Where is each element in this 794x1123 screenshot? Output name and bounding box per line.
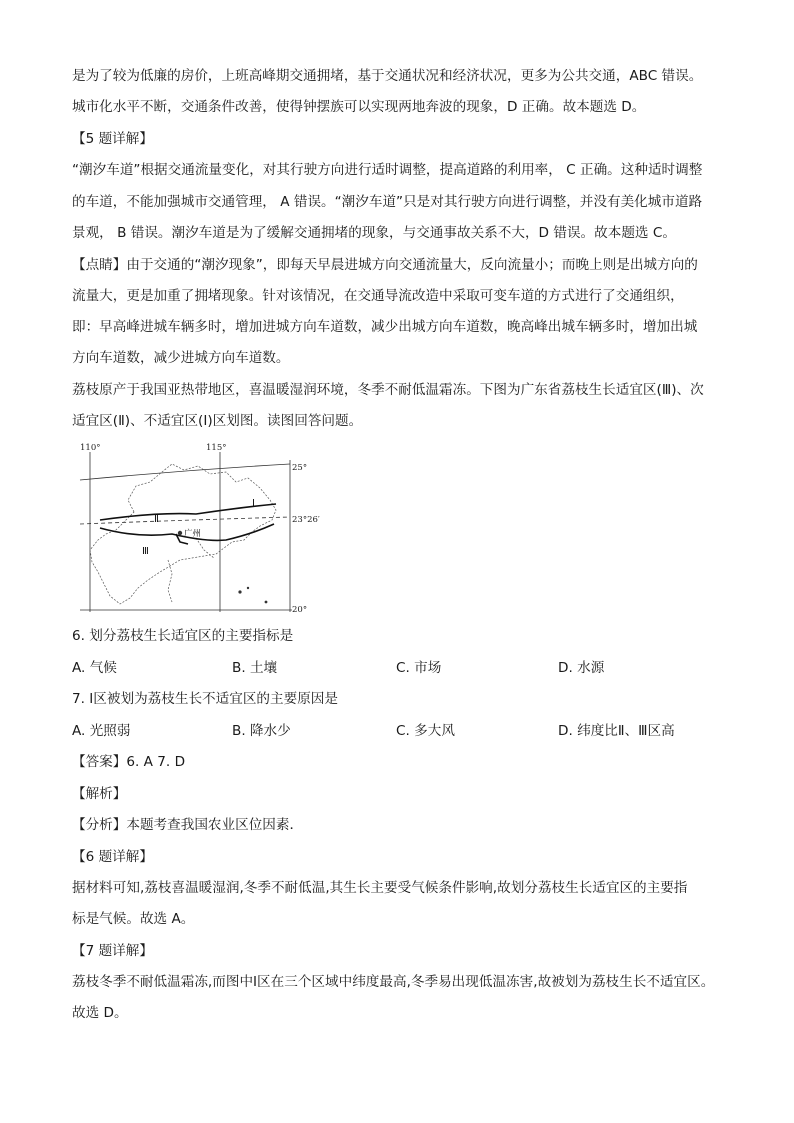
city-label-guangzhou: 广州 <box>184 529 202 539</box>
tip-text: 由于交通的“潮汐现象”，即每天早晨进城方向交通流量大，反向流量小；而晚上则是出城方向的 <box>126 257 698 273</box>
q5-line: 的车道，不能加强城市交通管理， A 错误。“潮汐车道”只是对其行驶方向进行调整，并没有美化城市道路 <box>72 194 703 210</box>
answer-line <box>72 752 185 772</box>
q7-stem: 7. Ⅰ区被划为荔枝生长不适宜区的主要原因是 <box>72 691 338 707</box>
q5-line: 景观， B 错误。潮汐车道是为了缓解交通拥堵的现象，与交通事故关系不大，D 错误。故本题选 C。 <box>72 225 676 241</box>
answer-tag: 【答案】 <box>72 754 127 770</box>
lychee-zoning-map <box>76 442 320 618</box>
zone-label-2: Ⅱ <box>154 514 159 525</box>
guangzhou-dot <box>178 531 182 535</box>
q7-option-a: A. 光照弱 <box>72 723 131 739</box>
label-lon-110: 110° <box>80 443 101 453</box>
island-dot <box>238 590 241 593</box>
q5-heading: 【5 题详解】 <box>72 131 153 147</box>
fenxi-text: 本题考查我国农业区位因素． <box>126 817 304 833</box>
q5-line: “潮汐车道”根据交通流量变化，对其行驶方向进行适时调整，提高道路的利用率， C 正确。这种适时调整 <box>72 162 703 178</box>
island-dot <box>247 587 249 589</box>
q6-option-c: C. 市场 <box>396 660 442 676</box>
q6-option-d: D. 水源 <box>558 660 605 676</box>
passage-line: 城市化水平不断，交通条件改善，使得钟摆族可以实现两地奔波的现象，D 正确。故本题选 D。 <box>72 99 646 115</box>
q7-detail-line: 故选 D。 <box>72 1005 128 1021</box>
tip-line: 即：早高峰进城车辆多时，增加进城方向车道数，减少出城方向车道数，晚高峰出城车辆多时，增加出城 <box>72 319 698 335</box>
q6-detail-line: 标是气候。故选 A。 <box>72 911 195 927</box>
parallel-25 <box>80 464 290 480</box>
q7-option-b: B. 降水少 <box>232 723 291 739</box>
analysis-tag: 【解析】 <box>72 786 127 802</box>
label-lon-115: 115° <box>206 443 227 453</box>
q7-option-d: D. 纬度比Ⅱ、Ⅲ区高 <box>558 723 675 739</box>
q6-option-b: B. 土壤 <box>232 660 278 676</box>
q6-detail-line: 据材料可知,荔枝喜温暖湿润,冬季不耐低温,其生长主要受气候条件影响,故划分荔枝生长适宜区的主要指 <box>72 880 688 896</box>
answer-text: 6. A 7. D <box>126 754 186 770</box>
tip-tag: 【点睛】 <box>72 257 127 273</box>
tip-line: 流量大，更是加重了拥堵现象。针对该情况，在交通导流改造中采取可变车道的方式进行了交通组织， <box>72 288 684 304</box>
passage-line: 是为了较为低廉的房价，上班高峰期交通拥堵，基于交通状况和经济状况，更多为公共交通，ABC 错误。 <box>72 68 703 84</box>
q6-option-a: A. 气候 <box>72 660 117 676</box>
q7-option-c: C. 多大风 <box>396 723 455 739</box>
q6-stem: 6. 划分荔枝生长适宜区的主要指标是 <box>72 628 294 644</box>
fenxi-line <box>72 815 303 835</box>
fenxi-tag: 【分析】 <box>72 817 127 833</box>
label-lat-25: 25° <box>292 463 308 473</box>
q7-detail-line: 荔枝冬季不耐低温霜冻,而图中Ⅰ区在三个区域中纬度最高,冬季易出现低温冻害,故被划为荔枝生长不适宜区。 <box>72 974 715 990</box>
island-dot <box>265 601 268 604</box>
tip-line: 方向车道数，减少进城方向车道数。 <box>72 350 290 366</box>
zone-boundary-north <box>100 504 276 520</box>
tip-line <box>72 255 698 275</box>
zone-label-3: Ⅲ <box>142 546 149 557</box>
intro-line: 荔枝原产于我国亚热带地区，喜温暖湿润环境，冬季不耐低温霜冻。下图为广东省荔枝生长适宜区(Ⅲ)、次 <box>72 382 704 398</box>
q7-detail-heading: 【7 题详解】 <box>72 943 153 959</box>
q6-detail-heading: 【6 题详解】 <box>72 849 153 865</box>
map-svg <box>76 442 320 618</box>
intro-line: 适宜区(Ⅱ)、不适宜区(Ⅰ)区划图。读图回答问题。 <box>72 413 363 429</box>
label-lat-20: 20° <box>292 605 308 615</box>
zone-label-1: Ⅰ <box>252 498 255 509</box>
label-lat-2326: 23°26′ <box>292 515 320 525</box>
